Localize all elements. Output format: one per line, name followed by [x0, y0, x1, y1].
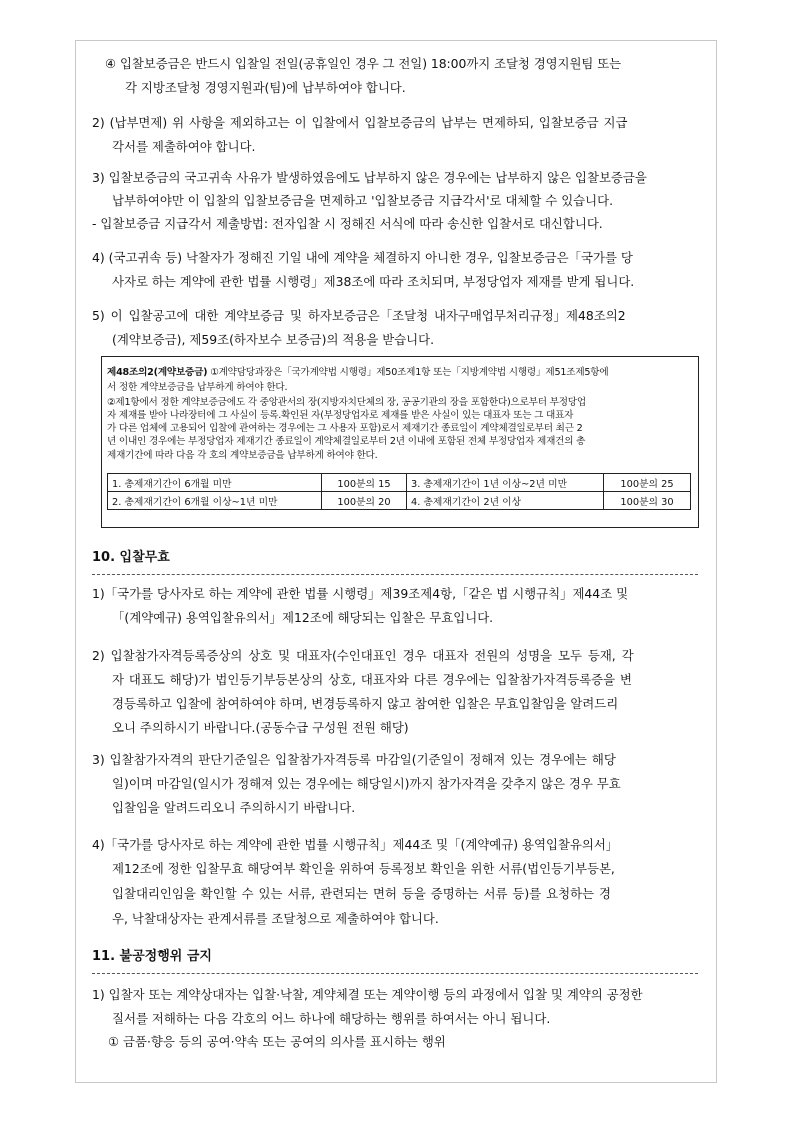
table-cell: 100분의 15 [322, 474, 407, 492]
s10-item3-line3: 입찰임을 알려드리오니 주의하시기 바랍니다. [112, 800, 356, 815]
s10-item2-line2: 자 대표도 해당)가 법인등기부등본상의 상호, 대표자와 다른 경우에는 입찰참가자격등록증을 변 [112, 672, 633, 687]
note-title: 제48조의2(계약보증금) [107, 367, 208, 378]
s10-item4-line2: 제12조에 정한 입찰무효 해당여부 확인을 위하여 등록정보 확인을 위한 서류(법인등기부등본, [112, 861, 615, 876]
table-cell: 3. 총제재기간이 1년 이상~2년 미만 [407, 474, 604, 492]
s10-item2-line3: 경등록하고 입찰에 참여하여야 하며, 변경등록하지 않고 참여한 입찰은 무효입찰임을 알려드리 [112, 696, 619, 711]
s10-item1-line1: 1)「국가를 당사자로 하는 계약에 관한 법률 시행령」제39조제4항,「같은 법 시행규칙」제44조 및 [92, 586, 629, 601]
s9-item3-line1: 3) 입찰보증금의 국고귀속 사유가 발생하였음에도 납부하지 않은 경우에는 납부하지 않은 입찰보증금을 [92, 170, 647, 185]
table-cell: 2. 총제재기간이 6개월 이상~1년 미만 [108, 492, 322, 510]
section-10-divider [92, 574, 698, 575]
s10-item2-line4: 오니 주의하시기 바랍니다.(공동수급 구성원 전원 해당) [112, 720, 409, 735]
note-line1-text: ①계약담당과장은「국가계약법 시행령」제50조제1항 또는「지방계약법 시행령」제51조제5항에 [207, 367, 609, 378]
s9-item2-line1: 2) (납부면제) 위 사항을 제외하고는 이 입찰에서 입찰보증금의 납부는 면제하되, 입찰보증금 지급 [92, 115, 628, 130]
s9-item3-line2: 납부하여야만 이 입찰의 입찰보증금을 면제하고 '입찰보증금 지급각서'로 대체할 수 있습니다. [112, 193, 614, 208]
s10-item2-line1: 2) 입찰참가자격등록증상의 상호 및 대표자(수인대표인 경우 대표자 전원의 성명을 모두 등재, 각 [92, 648, 634, 663]
s9-item5-line2: (계약보증금), 제59조(하자보수 보증금)의 적용을 받습니다. [112, 332, 435, 347]
table-cell: 100분의 30 [604, 492, 691, 510]
s10-item4-line4: 우, 낙찰대상자는 관계서류를 조달청으로 제출하여야 합니다. [112, 911, 439, 926]
note-line-3: ②제1항에서 정한 계약보증금에도 각 중앙관서의 장(지방자치단체의 장, 공공기관의 장을 포함한다)으로부터 부정당업 [107, 397, 586, 408]
s10-item4-line3: 입찰대리인임을 확인할 수 있는 서류, 관련되는 면허 등을 증명하는 서류 등)를 요청하는 경 [112, 886, 611, 901]
section-11-heading: 11. 불공정행위 금지 [92, 949, 212, 964]
s11-item1-sub1: ① 금품·향응 등의 공여·약속 또는 공여의 의사를 표시하는 행위 [108, 1034, 446, 1049]
s9-item4-line2: 각 지방조달청 경영지원과(팀)에 납부하여야 합니다. [125, 80, 406, 95]
note-line-6: 년 이내인 경우에는 부정당업자 제재기간 종료일이 계약체결일로부터 2년 이내에 포함된 전체 부정당업자 제재건의 총 [107, 436, 586, 447]
table-cell: 100분의 20 [322, 492, 407, 510]
s10-item3-line1: 3) 입찰참가자격의 판단기준일은 입찰참가자격등록 마감일(기준일이 정해져 있는 경우에는 해당 [92, 752, 616, 767]
note-line-4: 자 제재를 받아 나라장터에 그 사실이 등록.확인된 자(부정당업자로 제재를 받은 사실이 있는 대표자 또는 그 대표자 [107, 410, 574, 421]
s11-item1-line2: 질서를 저해하는 다음 각호의 어느 하나에 해당하는 행위를 하여서는 아니 됩니다. [112, 1011, 551, 1026]
s9-item3-note: - 입찰보증금 지급각서 제출방법: 전자입찰 시 정해진 서식에 따라 송신한 입찰서로 대신합니다. [92, 216, 603, 231]
s9-item4-line1: ④ 입찰보증금은 반드시 입찰일 전일(공휴일인 경우 그 전일) 18:00까지 조달청 경영지원팀 또는 [105, 56, 622, 71]
note-line-1 [107, 367, 608, 379]
s9-item2-line2: 각서를 제출하여야 합니다. [112, 139, 256, 154]
s10-item1-line2: 「(계약예규) 용역입찰유의서」제12조에 해당되는 입찰은 무효입니다. [112, 610, 494, 625]
s9-item5-line1: 5) 이 입찰공고에 대한 계약보증금 및 하자보증금은「조달청 내자구매업무처리규정」제48조의2 [92, 308, 626, 323]
note-line-7: 제재기간에 따라 다음 각 호의 계약보증금을 납부하게 하여야 한다. [107, 450, 378, 461]
table-cell: 1. 총제재기간이 6개월 미만 [108, 474, 322, 492]
s11-item1-line1: 1) 입찰자 또는 계약상대자는 입찰·낙찰, 계약체결 또는 계약이행 등의 과정에서 입찰 및 계약의 공정한 [92, 987, 643, 1002]
s10-item4-line1: 4)「국가를 당사자로 하는 계약에 관한 법률 시행규칙」제44조 및「(계약예규) 용역입찰유의서」 [92, 837, 619, 852]
table-cell: 100분의 25 [604, 474, 691, 492]
s10-item3-line2: 일)이며 마감일(일시가 정해져 있는 경우에는 해당일시)까지 참가자격을 갖추지 않은 경우 무효 [112, 776, 621, 791]
note-line-5: 가 다른 업체에 고용되어 입찰에 관여하는 경우에는 그 사용자 포함)로서 제재기간 종료일이 계약체결일로부터 최근 2 [107, 423, 583, 434]
s9-item4b-line2: 사자로 하는 계약에 관한 법률 시행령」제38조에 따라 조치되며, 부정당업자 제재를 받게 됩니다. [112, 274, 635, 289]
table-cell: 4. 총제재기간이 2년 이상 [407, 492, 604, 510]
sanction-deposit-table [107, 473, 691, 510]
section-11-divider [92, 973, 698, 974]
section-10-heading: 10. 입찰무효 [92, 550, 170, 565]
table-row [108, 474, 691, 492]
contract-deposit-note-box [101, 356, 699, 528]
s9-item4b-line1: 4) (국고귀속 등) 낙찰자가 정해진 기일 내에 계약을 체결하지 아니한 경우, 입찰보증금은「국가를 당 [92, 250, 633, 265]
table-row [108, 492, 691, 510]
note-line-2: 서 정한 계약보증금을 납부하게 하여야 한다. [107, 382, 288, 393]
